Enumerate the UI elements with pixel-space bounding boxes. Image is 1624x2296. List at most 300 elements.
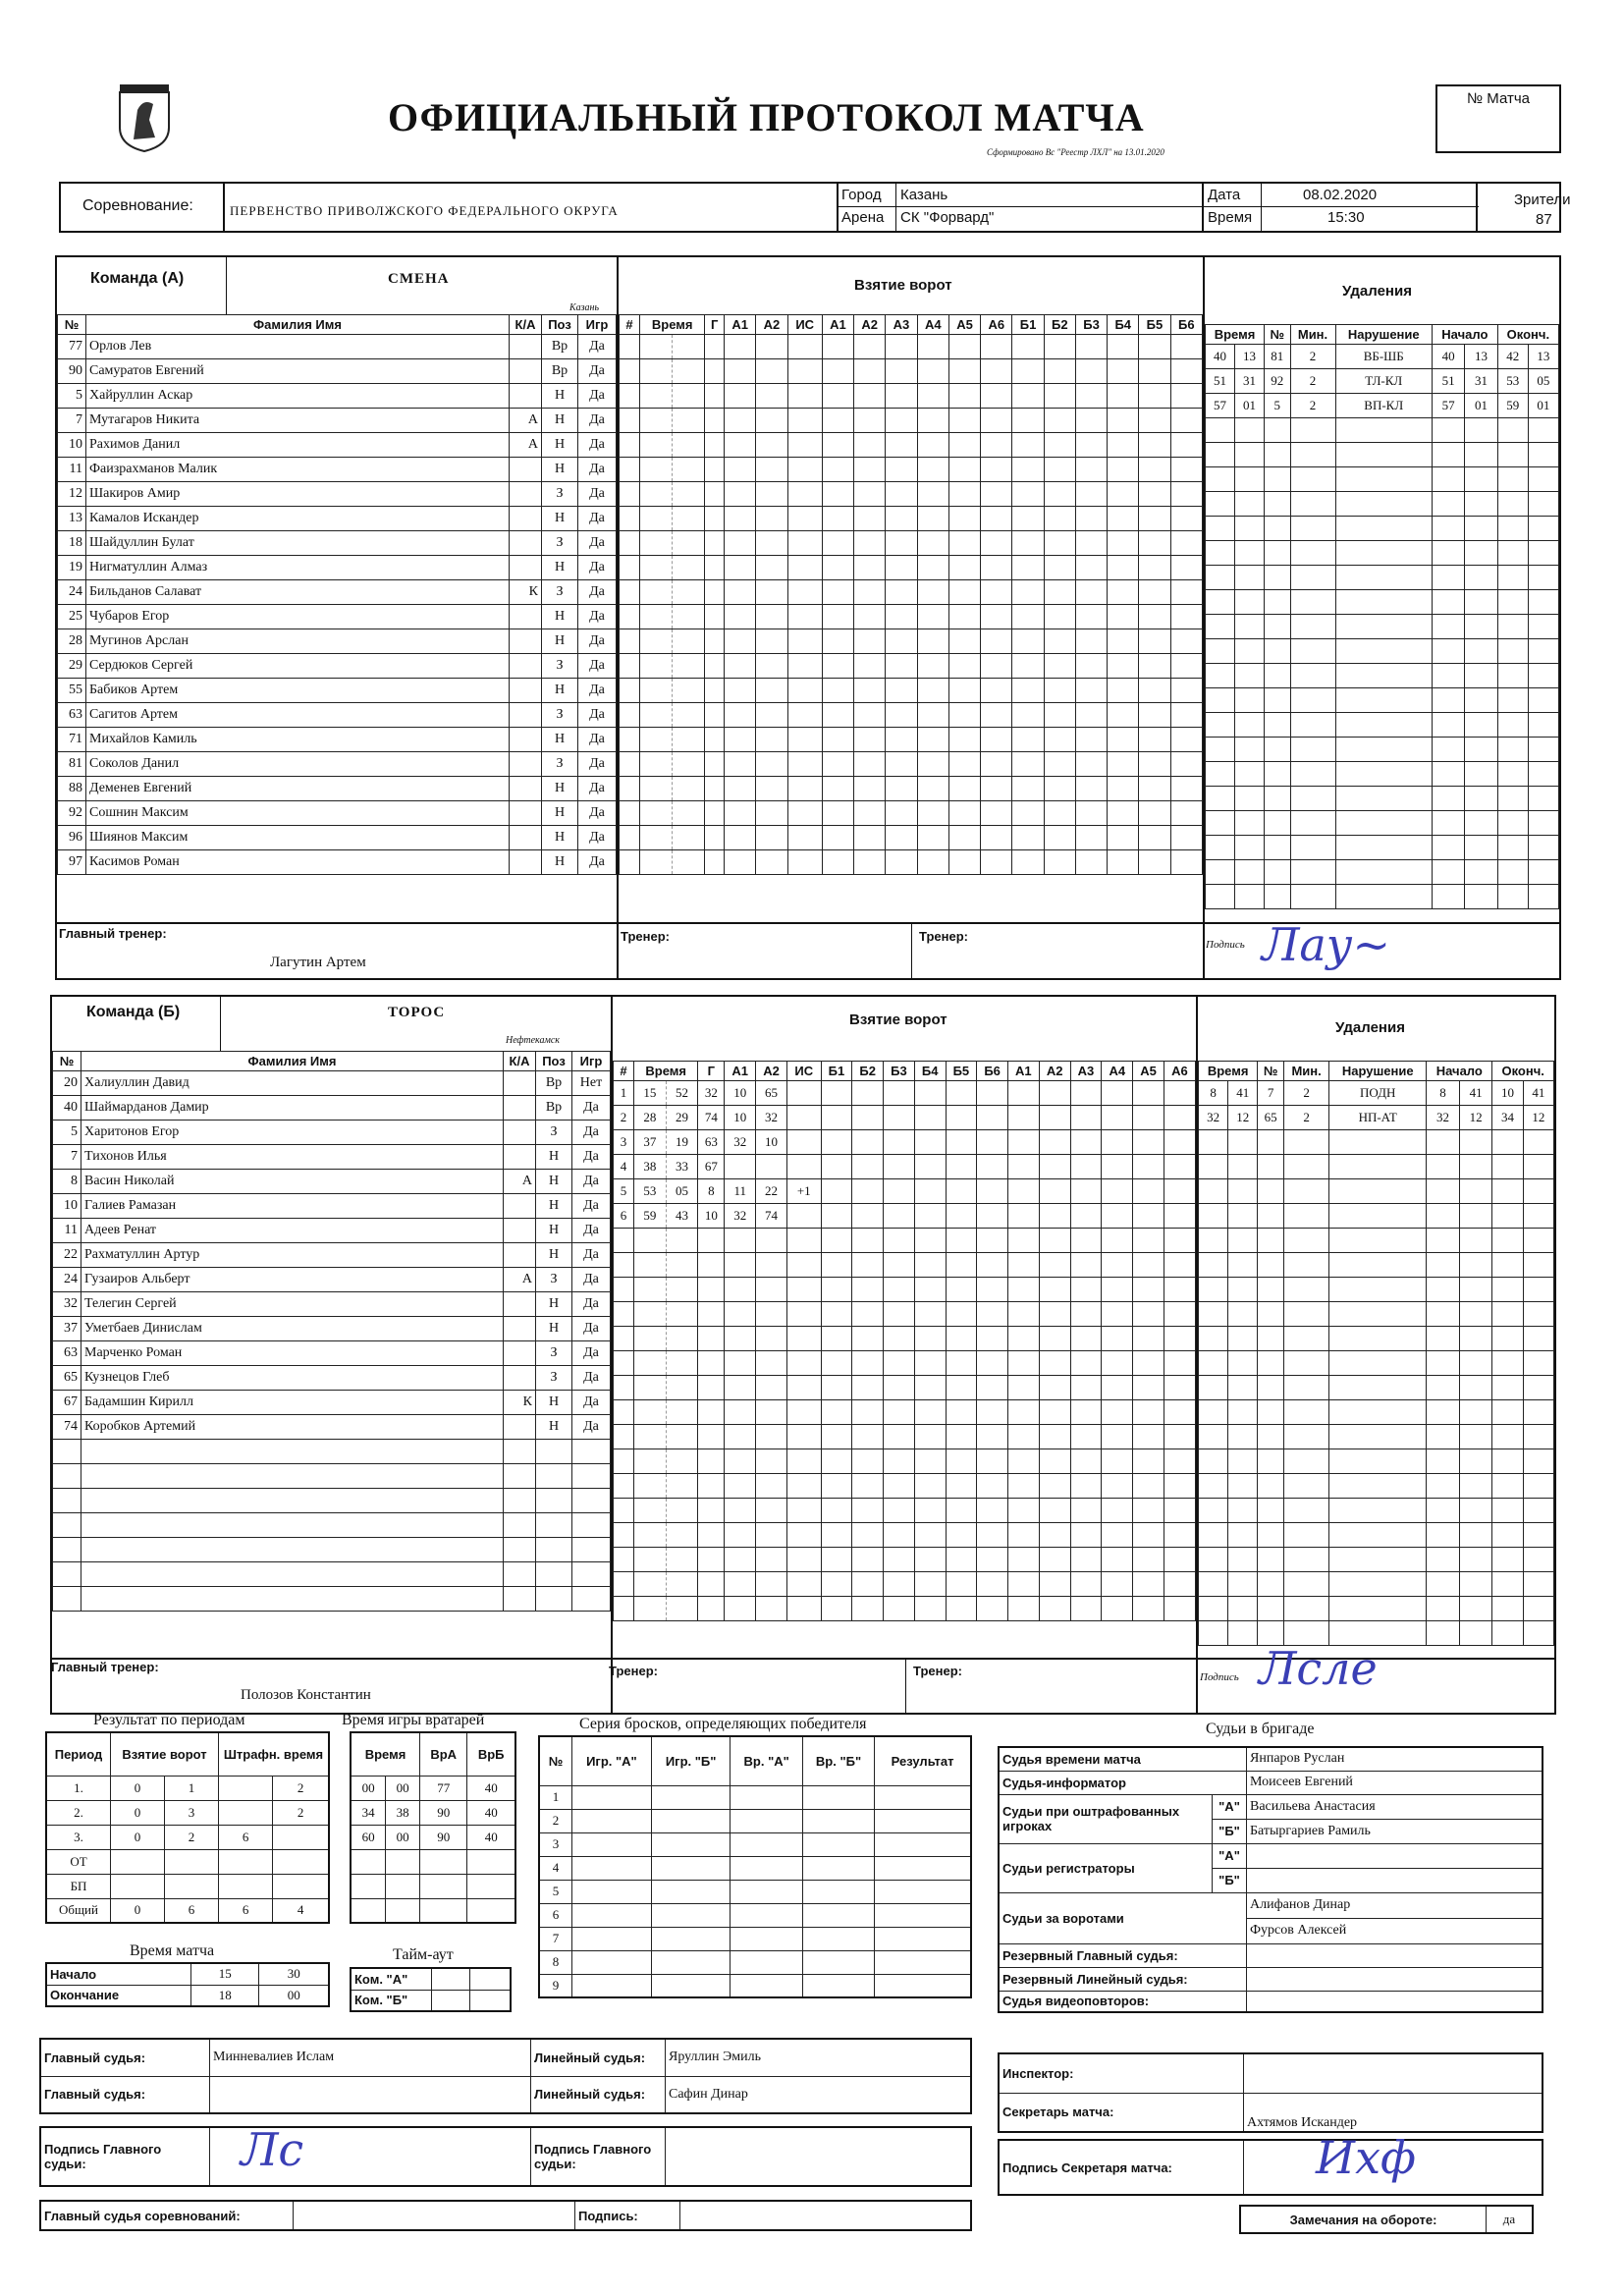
on-ice-cell <box>1075 850 1107 875</box>
player-captain-tag <box>504 1071 536 1096</box>
registrars-a-tag: "А" <box>1213 1843 1247 1868</box>
shootout-ia-header: Игр. "А" <box>572 1736 652 1785</box>
on-ice-cell <box>946 1253 977 1278</box>
team-b-head-coach-label: Главный тренер: <box>51 1660 159 1674</box>
player-position: З <box>542 654 578 679</box>
on-ice-cell <box>1170 556 1202 580</box>
table-row <box>1206 762 1559 787</box>
empty-cell <box>536 1513 572 1538</box>
penalty-violation <box>1335 738 1432 762</box>
player-captain-tag <box>504 1341 536 1366</box>
on-ice-cell <box>1133 1229 1164 1253</box>
team-a-head-coach: Лагутин Артем <box>270 955 366 970</box>
player-name: Телегин Сергей <box>81 1292 504 1317</box>
goal-col-header: А1 <box>725 1062 756 1081</box>
penalty-start-sec <box>1459 1376 1492 1400</box>
goal-assist-2 <box>756 1278 787 1302</box>
goal-assist-1 <box>725 482 756 507</box>
on-ice-cell <box>822 482 853 507</box>
penalty-start-min: 8 <box>1427 1081 1460 1106</box>
penalty-start-sec <box>1459 1327 1492 1351</box>
on-ice-cell <box>822 629 853 654</box>
on-ice-cell <box>946 1229 977 1253</box>
penalty-player <box>1258 1204 1284 1229</box>
on-ice-cell <box>1108 777 1139 801</box>
on-ice-cell <box>1133 1253 1164 1278</box>
penalty-end-sec: 01 <box>1528 394 1558 418</box>
on-ice-cell <box>1007 1327 1039 1351</box>
on-ice-cell <box>884 1253 915 1278</box>
goal-assist-2 <box>756 605 787 629</box>
goal-number <box>614 1572 634 1597</box>
table-row <box>614 1081 1196 1106</box>
penalty-minutes <box>1283 1400 1328 1425</box>
penalty-second <box>1234 713 1264 738</box>
penalty-minute <box>1199 1572 1228 1597</box>
on-ice-header: Б2 <box>852 1062 884 1081</box>
player-name: Рахматуллин Артур <box>81 1243 504 1268</box>
penalty-player <box>1264 517 1290 541</box>
on-ice-cell <box>1075 507 1107 531</box>
on-ice-cell <box>1070 1130 1102 1155</box>
penalty-end-min <box>1492 1376 1523 1400</box>
on-ice-cell <box>1139 556 1170 580</box>
on-ice-cell <box>1164 1400 1195 1425</box>
on-ice-cell <box>886 777 917 801</box>
on-ice-cell <box>821 1081 852 1106</box>
goalie-time-header: Время <box>351 1732 419 1776</box>
goal-time-header: Время <box>640 315 705 335</box>
on-ice-cell <box>1012 728 1044 752</box>
on-ice-cell <box>852 1278 884 1302</box>
on-ice-header: А3 <box>886 315 917 335</box>
penalty-start-sec <box>1465 418 1497 443</box>
on-ice-cell <box>948 629 980 654</box>
goal-assist-1 <box>725 1229 756 1253</box>
penalty-minute <box>1199 1229 1228 1253</box>
penalty-second <box>1234 836 1264 860</box>
on-ice-cell <box>1012 777 1044 801</box>
penalty-minutes <box>1283 1499 1328 1523</box>
shootout-cell <box>572 1950 652 1974</box>
competition-value: ПЕРВЕНСТВО ПРИВОЛЖСКОГО ФЕДЕРАЛЬНОГО ОКРУГА <box>230 203 619 218</box>
penalty-second: 01 <box>1234 394 1264 418</box>
player-position: З <box>542 531 578 556</box>
player-playing: Да <box>578 777 617 801</box>
shootout-number: 8 <box>539 1950 572 1974</box>
goal-second <box>673 703 705 728</box>
penalty-minutes <box>1283 1449 1328 1474</box>
goal-second <box>673 384 705 409</box>
penalty-end-sec <box>1523 1499 1553 1523</box>
penalty-minutes <box>1283 1523 1328 1548</box>
table-row <box>58 826 617 850</box>
goal-assist-1 <box>725 531 756 556</box>
penalty-violation <box>1329 1229 1427 1253</box>
penalty-minute <box>1199 1204 1228 1229</box>
table-row <box>1206 369 1559 394</box>
penalty-minutes <box>1290 738 1335 762</box>
goal-assist-2 <box>756 458 787 482</box>
penalty-start-min <box>1427 1278 1460 1302</box>
on-ice-cell <box>886 384 917 409</box>
table-row <box>1199 1327 1554 1351</box>
goal-assist-2 <box>756 629 787 654</box>
on-ice-cell <box>914 1400 946 1425</box>
shootout-cell <box>802 1809 874 1832</box>
penalty-end-min <box>1497 517 1528 541</box>
empty-cell <box>53 1587 81 1612</box>
goal-assist-2 <box>756 728 787 752</box>
on-ice-cell <box>1164 1449 1195 1474</box>
penalty-end-min <box>1492 1400 1523 1425</box>
match-start-hour: 15 <box>191 1963 259 1985</box>
player-name: Адеев Ренат <box>81 1219 504 1243</box>
empty-cell <box>81 1464 504 1489</box>
period-header: Период <box>46 1732 111 1776</box>
penalty-minutes: 2 <box>1283 1106 1328 1130</box>
penalty-start-sec <box>1459 1621 1492 1646</box>
penalty-start-sec <box>1459 1523 1492 1548</box>
goal-scorer <box>698 1302 725 1327</box>
on-ice-cell <box>917 507 948 531</box>
shootout-title: Серия бросков, определяющих победителя <box>579 1716 867 1732</box>
player-captain-tag: К <box>510 580 542 605</box>
sign-head-ref-label: Подпись Главного судьи: <box>40 2127 210 2186</box>
penalty-minute <box>1199 1327 1228 1351</box>
on-ice-cell <box>821 1229 852 1253</box>
goal-assist-1 <box>725 1474 756 1499</box>
penalty-end-sec <box>1523 1572 1553 1597</box>
goal-number <box>620 335 640 359</box>
player-position: Н <box>536 1292 572 1317</box>
penalty-second <box>1228 1327 1258 1351</box>
goal-strength <box>787 384 822 409</box>
on-ice-cell <box>917 433 948 458</box>
goal-second <box>673 752 705 777</box>
goal-assist-1 <box>725 1572 756 1597</box>
goal-strength <box>787 458 822 482</box>
table-row <box>53 1415 611 1440</box>
goal-second <box>673 359 705 384</box>
shootout-cell <box>875 1903 971 1927</box>
penalty-second <box>1234 738 1264 762</box>
on-ice-cell <box>946 1425 977 1449</box>
player-captain-tag <box>504 1096 536 1121</box>
on-ice-cell <box>1007 1130 1039 1155</box>
player-captain-tag <box>510 752 542 777</box>
penalty-player <box>1258 1474 1284 1499</box>
on-ice-cell <box>854 629 886 654</box>
on-ice-cell <box>1070 1229 1102 1253</box>
goal-assist-1 <box>725 1449 756 1474</box>
player-captain-tag <box>504 1366 536 1391</box>
penalty-start-min: 57 <box>1432 394 1464 418</box>
penalty-violation <box>1329 1474 1427 1499</box>
shootout-cell <box>731 1856 802 1880</box>
goal-assist-2 <box>756 679 787 703</box>
penalty-end-min <box>1497 787 1528 811</box>
penalty-minute: 40 <box>1206 345 1235 369</box>
table-row <box>620 409 1203 433</box>
on-ice-cell <box>1139 531 1170 556</box>
penalty-minutes <box>1290 762 1335 787</box>
goal-assist-1 <box>725 1253 756 1278</box>
on-ice-cell <box>1012 605 1044 629</box>
table-row <box>1199 1229 1554 1253</box>
on-ice-cell <box>1139 679 1170 703</box>
on-ice-cell <box>1164 1351 1195 1376</box>
penalty-player <box>1258 1327 1284 1351</box>
on-ice-cell <box>1139 384 1170 409</box>
penalty-violation <box>1335 885 1432 909</box>
roster-ka-header: К/А <box>504 1052 536 1071</box>
pen-time-header: Время <box>1199 1062 1258 1081</box>
penalty-violation <box>1335 443 1432 467</box>
table-row <box>614 1130 1196 1155</box>
on-ice-cell <box>1133 1106 1164 1130</box>
table-row <box>46 1874 329 1898</box>
empty-cell <box>572 1562 611 1587</box>
on-ice-cell <box>917 752 948 777</box>
period-goals-a: 0 <box>111 1800 165 1825</box>
table-row <box>58 409 617 433</box>
on-ice-cell <box>852 1425 884 1449</box>
goal-strength <box>787 752 822 777</box>
penalty-minute <box>1206 688 1235 713</box>
shootout-cell <box>875 1950 971 1974</box>
player-number: 32 <box>53 1292 81 1317</box>
on-ice-cell <box>981 850 1012 875</box>
on-ice-cell <box>981 826 1012 850</box>
on-ice-cell <box>1007 1351 1039 1376</box>
on-ice-cell <box>1070 1400 1102 1425</box>
goal-strength <box>787 826 822 850</box>
penalty-violation <box>1335 811 1432 836</box>
table-row <box>1206 738 1559 762</box>
penalty-end-sec <box>1523 1204 1553 1229</box>
goal-strength <box>786 1204 821 1229</box>
on-ice-cell <box>1170 580 1202 605</box>
referees-table <box>998 1746 1543 2013</box>
shootout-number: 2 <box>539 1809 572 1832</box>
penalty-end-sec <box>1523 1449 1553 1474</box>
goal-second <box>666 1474 698 1499</box>
goal-assist-1 <box>725 409 756 433</box>
on-ice-cell <box>1012 580 1044 605</box>
match-end-hour: 18 <box>191 1985 259 2006</box>
period-goals-b: 2 <box>164 1825 218 1849</box>
goal-scorer: 8 <box>698 1179 725 1204</box>
team-b-city: Нефтекамск <box>506 1035 560 1046</box>
player-captain-tag <box>504 1317 536 1341</box>
goalie-change-minute <box>351 1849 386 1874</box>
secretary-sign-table <box>998 2139 1543 2196</box>
on-ice-header: Б2 <box>1044 315 1075 335</box>
goal-scorer <box>705 556 725 580</box>
penalty-end-min <box>1497 566 1528 590</box>
goal-assist-2 <box>756 654 787 679</box>
goal-scorer <box>705 654 725 679</box>
penalty-second <box>1228 1400 1258 1425</box>
sign-secretary-label: Подпись Секретаря матча: <box>999 2140 1244 2195</box>
goalie-b-number <box>467 1898 515 1923</box>
penalty-end-sec <box>1528 787 1558 811</box>
goal-assist-1 <box>725 728 756 752</box>
penalty-end-min <box>1497 492 1528 517</box>
shootout-number: 3 <box>539 1832 572 1856</box>
goalie-a-number <box>419 1874 466 1898</box>
penalty-second <box>1228 1523 1258 1548</box>
penalty-end-min <box>1492 1351 1523 1376</box>
on-ice-cell <box>981 359 1012 384</box>
pen-start-header: Начало <box>1427 1062 1492 1081</box>
penalty-second <box>1228 1425 1258 1449</box>
player-position: Вр <box>536 1071 572 1096</box>
team-a-penalties-title: Удаления <box>1342 283 1412 300</box>
penalty-player <box>1258 1155 1284 1179</box>
shootout-cell <box>651 1903 731 1927</box>
goal-assist-1: 32 <box>725 1204 756 1229</box>
penalty-minutes <box>1283 1204 1328 1229</box>
penalty-start-min <box>1432 492 1464 517</box>
penalty-player <box>1258 1449 1284 1474</box>
table-row <box>53 1121 611 1145</box>
on-ice-cell <box>1108 629 1139 654</box>
goal-strength <box>786 1130 821 1155</box>
shootout-cell <box>802 1927 874 1950</box>
on-ice-cell <box>1007 1106 1039 1130</box>
on-ice-cell <box>1012 409 1044 433</box>
on-ice-cell <box>822 703 853 728</box>
period-pim-a <box>218 1874 272 1898</box>
penalty-end-min <box>1497 713 1528 738</box>
on-ice-cell <box>1012 556 1044 580</box>
penalty-second <box>1234 688 1264 713</box>
penalty-end-sec <box>1528 885 1558 909</box>
period-goals-header: Взятие ворот <box>111 1732 219 1776</box>
shootout-cell <box>731 1832 802 1856</box>
penalty-start-sec <box>1459 1499 1492 1523</box>
on-ice-header: А1 <box>822 315 853 335</box>
penalty-minutes <box>1283 1425 1328 1449</box>
goal-number: 1 <box>614 1081 634 1106</box>
goal-second <box>673 580 705 605</box>
on-ice-cell <box>1102 1523 1133 1548</box>
player-playing: Да <box>572 1096 611 1121</box>
goal-number <box>620 850 640 875</box>
on-ice-cell <box>821 1130 852 1155</box>
goal-strength <box>787 359 822 384</box>
table-row <box>1199 1523 1554 1548</box>
on-ice-cell <box>1044 384 1075 409</box>
on-ice-cell <box>1070 1548 1102 1572</box>
goal-minute <box>634 1253 667 1278</box>
penalty-player <box>1258 1425 1284 1449</box>
goal-strength <box>786 1523 821 1548</box>
penalty-second <box>1228 1253 1258 1278</box>
on-ice-cell <box>948 433 980 458</box>
player-position: Вр <box>536 1096 572 1121</box>
on-ice-cell <box>884 1327 915 1351</box>
player-name: Бильданов Салават <box>86 580 510 605</box>
empty-cell <box>81 1587 504 1612</box>
table-row <box>58 850 617 875</box>
penalty-second <box>1234 811 1264 836</box>
document-title: ОФИЦИАЛЬНЫЙ ПРОТОКОЛ МАТЧА <box>388 95 1145 139</box>
on-ice-cell <box>948 654 980 679</box>
goal-strength <box>786 1499 821 1523</box>
comp-head-label: Главный судья соревнований: <box>40 2201 294 2230</box>
goal-strength <box>786 1425 821 1449</box>
table-row <box>1199 1278 1554 1302</box>
penalty-minute <box>1199 1376 1228 1400</box>
on-ice-header: А2 <box>1039 1062 1070 1081</box>
shootout-cell <box>802 1880 874 1903</box>
on-ice-cell <box>1012 629 1044 654</box>
goal-assist-1 <box>725 703 756 728</box>
penalty-start-min <box>1427 1130 1460 1155</box>
table-row <box>58 384 617 409</box>
goal-assist-1: 10 <box>725 1081 756 1106</box>
player-name: Соколов Данил <box>86 752 510 777</box>
on-ice-cell <box>1007 1179 1039 1204</box>
player-name: Коробков Артемий <box>81 1415 504 1440</box>
on-ice-cell <box>1133 1523 1164 1548</box>
table-row <box>58 679 617 703</box>
on-ice-cell <box>821 1106 852 1130</box>
goal-minute <box>634 1523 667 1548</box>
on-ice-cell <box>948 359 980 384</box>
on-ice-header: А2 <box>854 315 886 335</box>
goal-assist-2: 22 <box>756 1179 787 1204</box>
goal-scorer <box>698 1253 725 1278</box>
penalty-violation <box>1329 1548 1427 1572</box>
penalty-minutes <box>1290 688 1335 713</box>
on-ice-cell <box>1102 1278 1133 1302</box>
player-captain-tag <box>510 384 542 409</box>
table-row <box>58 801 617 826</box>
penalty-violation <box>1329 1523 1427 1548</box>
penalty-start-sec <box>1465 467 1497 492</box>
on-ice-cell <box>1133 1572 1164 1597</box>
goal-minute: 59 <box>634 1204 667 1229</box>
on-ice-header: А6 <box>981 315 1012 335</box>
penalty-start-min <box>1427 1179 1460 1204</box>
table-row <box>620 507 1203 531</box>
on-ice-cell <box>1170 458 1202 482</box>
table-row <box>1199 1597 1554 1621</box>
goal-second <box>673 629 705 654</box>
table-row <box>1206 590 1559 615</box>
shootout-cell <box>651 1785 731 1809</box>
shootout-cell <box>572 1832 652 1856</box>
on-ice-cell <box>1070 1597 1102 1621</box>
goal-col-header: А2 <box>756 1062 787 1081</box>
goalie-b-number <box>467 1874 515 1898</box>
goal-strength <box>786 1572 821 1597</box>
on-ice-cell <box>822 531 853 556</box>
table-row <box>614 1155 1196 1179</box>
on-ice-cell <box>1044 335 1075 359</box>
on-ice-cell <box>1102 1204 1133 1229</box>
penalty-start-min <box>1432 418 1464 443</box>
on-ice-cell <box>1170 335 1202 359</box>
goal-assist-1 <box>725 433 756 458</box>
on-ice-cell <box>1012 679 1044 703</box>
on-ice-cell <box>1044 801 1075 826</box>
on-ice-cell <box>1133 1400 1164 1425</box>
